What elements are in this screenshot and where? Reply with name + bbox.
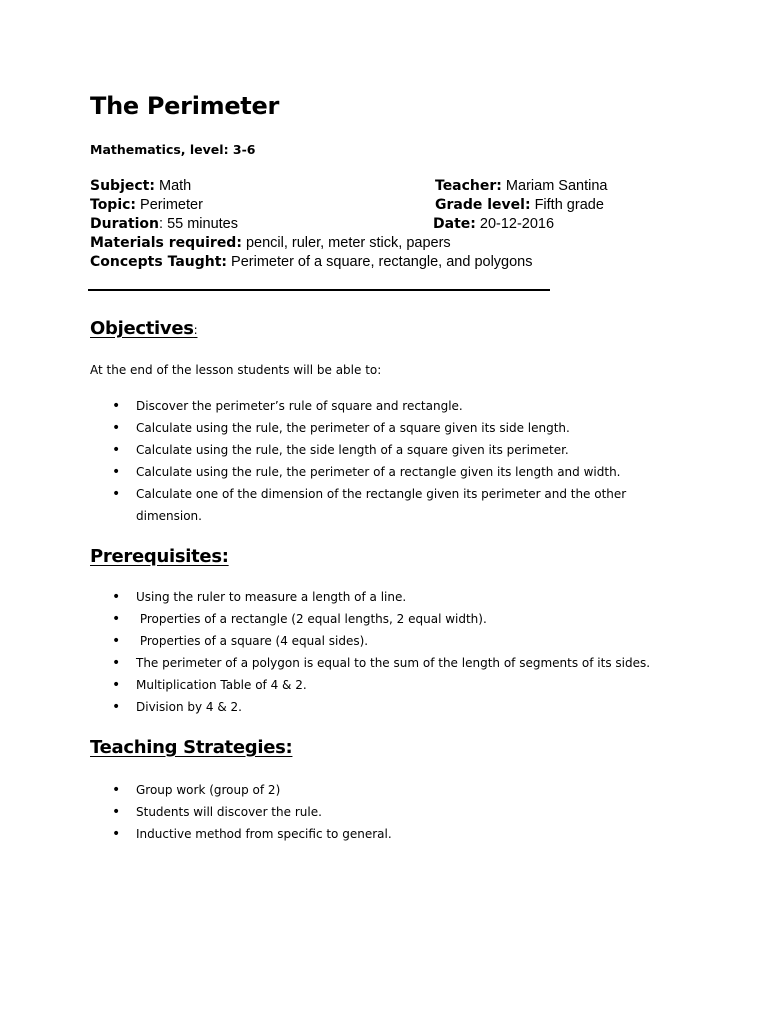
topic-row — [90, 196, 203, 215]
bullet-icon: • — [112, 826, 121, 842]
page-subtitle: Mathematics, level: 3-6 — [90, 142, 256, 157]
list-item-text: Calculate using the rule, the perimeter of a square given its side length. — [136, 421, 570, 435]
list-item-text: Students will discover the rule. — [136, 805, 322, 819]
subject-value: Math — [154, 178, 192, 194]
bullet-icon: • — [112, 677, 121, 693]
grade-label: Grade level: — [435, 197, 531, 213]
list-item — [112, 696, 672, 718]
date-row — [433, 215, 554, 234]
materials-label: Materials required: — [90, 235, 242, 251]
list-item — [112, 652, 672, 674]
list-item — [112, 586, 672, 608]
prerequisites-heading: Prerequisites: — [90, 546, 229, 567]
strategies-heading: Teaching Strategies: — [90, 737, 293, 758]
list-item-text: Properties of a rectangle (2 equal lengths, 2 equal width). — [136, 612, 487, 626]
teacher-value: Mariam Santina — [501, 178, 608, 194]
bullet-icon: • — [112, 611, 121, 627]
list-item — [112, 630, 672, 652]
grade-value: Fifth grade — [530, 197, 604, 213]
concepts-row — [90, 253, 533, 272]
list-item — [112, 461, 672, 483]
duration-label: Duration — [90, 216, 160, 232]
objectives-intro: At the end of the lesson students will be able to: — [90, 363, 382, 377]
subject-label: Subject: — [90, 178, 155, 194]
materials-value: pencil, ruler, meter stick, papers — [241, 235, 451, 251]
list-item-text: Using the ruler to measure a length of a line. — [136, 590, 407, 604]
list-item-text: Properties of a square (4 equal sides). — [136, 634, 369, 648]
list-item-text: Calculate using the rule, the perimeter of a rectangle given its length and width. — [136, 465, 621, 479]
list-item-text: Multiplication Table of 4 & 2. — [136, 678, 307, 692]
strategies-list — [112, 779, 672, 845]
objectives-heading-text: Objectives — [90, 318, 194, 339]
bullet-icon: • — [112, 442, 121, 458]
list-item-text: Group work (group of 2) — [136, 783, 281, 797]
materials-row — [90, 234, 451, 253]
bullet-icon: • — [112, 464, 121, 480]
list-item — [112, 439, 672, 461]
list-item — [112, 417, 672, 439]
page-title: The Perimeter — [90, 92, 279, 120]
date-value: 20-12-2016 — [475, 216, 555, 232]
duration-row — [90, 215, 238, 234]
list-item — [112, 395, 672, 417]
bullet-icon: • — [112, 782, 121, 798]
list-item-text: Division by 4 & 2. — [136, 700, 242, 714]
teacher-row — [435, 177, 607, 196]
list-item-text: Discover the perimeter’s rule of square and rectangle. — [136, 399, 463, 413]
bullet-icon: • — [112, 398, 121, 414]
subject-row — [90, 177, 191, 196]
list-item — [112, 608, 672, 630]
list-item-text: Calculate one of the dimension of the rectangle given its perimeter and the other dimension. — [136, 487, 627, 523]
list-item — [112, 674, 672, 696]
list-item — [112, 823, 672, 845]
list-item-text: Inductive method from specific to general. — [136, 827, 392, 841]
objectives-list — [112, 395, 672, 527]
concepts-value: Perimeter of a square, rectangle, and polygons — [227, 254, 533, 270]
list-item-text: Calculate using the rule, the side length of a square given its perimeter. — [136, 443, 569, 457]
date-label: Date: — [433, 216, 476, 232]
bullet-icon: • — [112, 633, 121, 649]
concepts-label: Concepts Taught: — [90, 254, 228, 270]
duration-value: : 55 minutes — [159, 216, 239, 232]
teacher-label: Teacher: — [435, 178, 502, 194]
list-item — [112, 779, 672, 801]
bullet-icon: • — [112, 804, 121, 820]
objectives-heading-colon: : — [193, 323, 198, 337]
bullet-icon: • — [112, 589, 121, 605]
objectives-heading — [90, 318, 197, 339]
prerequisites-list — [112, 586, 672, 718]
bullet-icon: • — [112, 699, 121, 715]
grade-row — [435, 196, 604, 215]
topic-value: Perimeter — [136, 197, 203, 213]
topic-label: Topic: — [90, 197, 137, 213]
bullet-icon: • — [112, 420, 121, 436]
bullet-icon: • — [112, 486, 121, 502]
list-item-text: The perimeter of a polygon is equal to the sum of the length of segments of its sides. — [136, 656, 651, 670]
horizontal-divider — [88, 289, 550, 291]
list-item — [112, 483, 672, 527]
list-item — [112, 801, 672, 823]
bullet-icon: • — [112, 655, 121, 671]
